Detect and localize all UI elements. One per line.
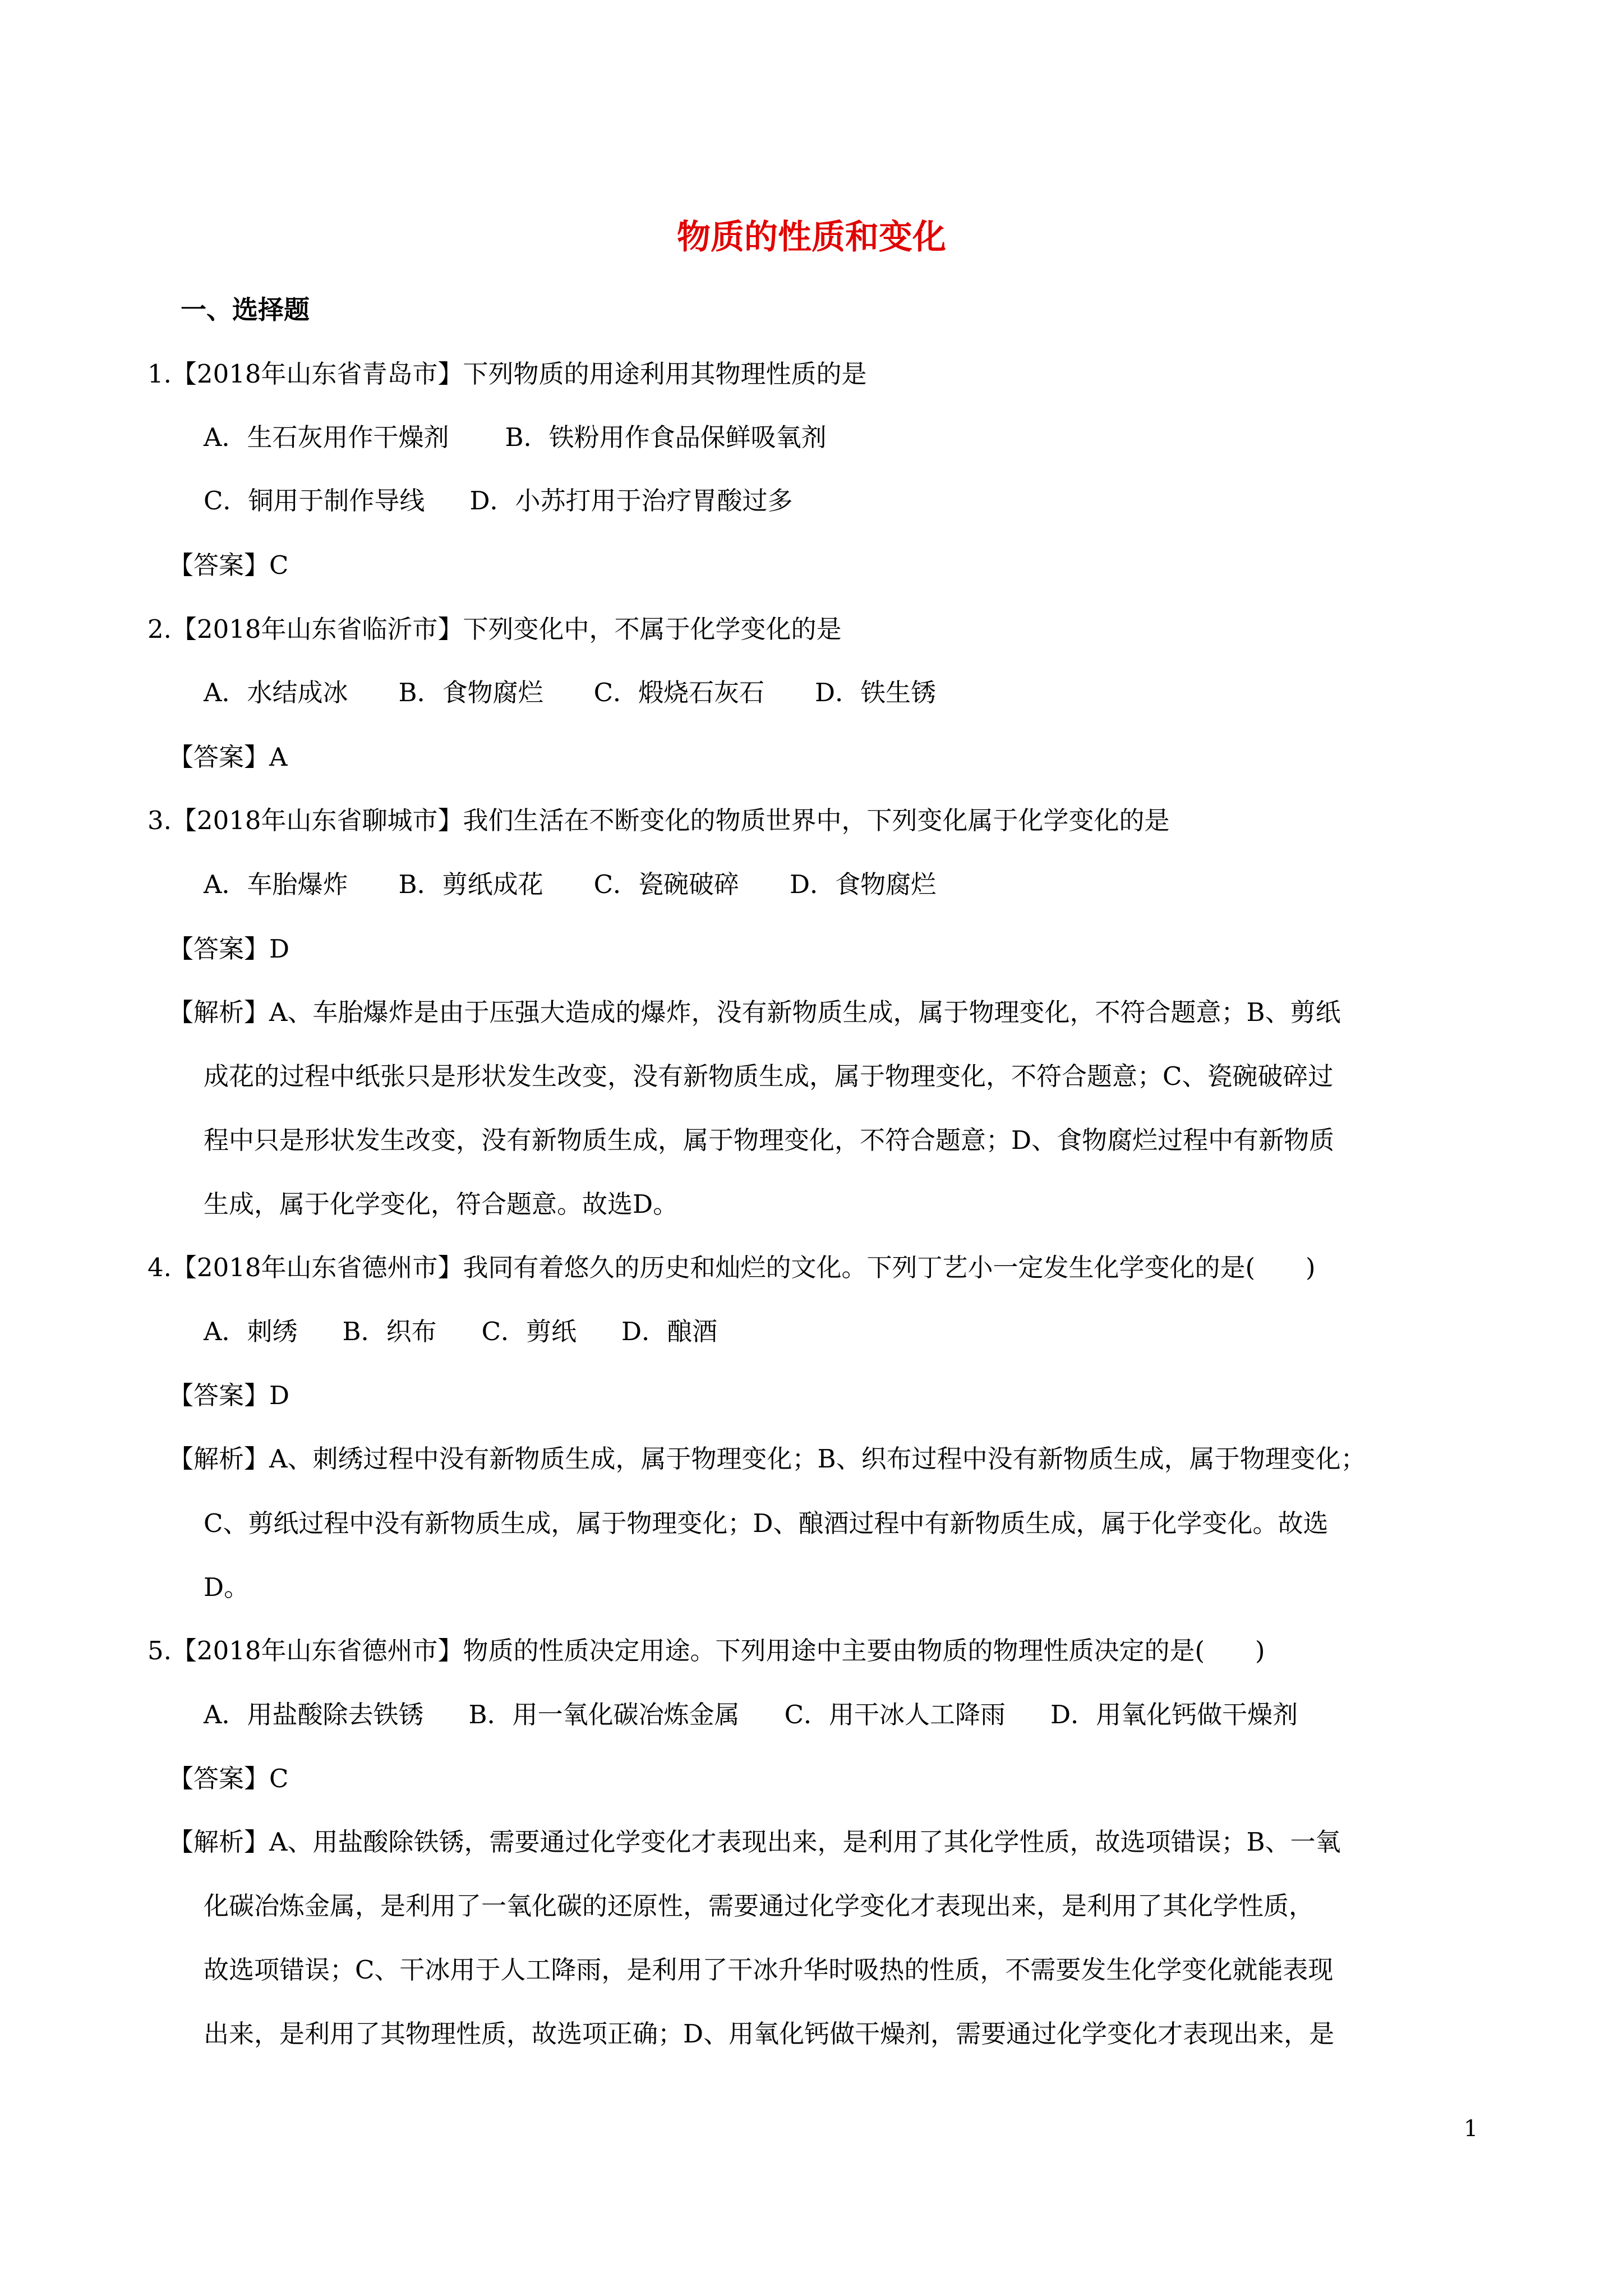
question-4-option-a: A．刺绣 bbox=[204, 1317, 298, 1346]
question-5-answer: 【答案】C bbox=[168, 1764, 289, 1793]
question-5-option-d: D．用氧化钙做干燥剂 bbox=[1050, 1700, 1298, 1729]
question-4-explanation-line-2: C、剪纸过程中没有新物质生成，属于物理变化；D、酿酒过程中有新物质生成，属于化学变化。故选 bbox=[204, 1508, 1329, 1538]
section-heading: 一、选择题 bbox=[181, 295, 310, 325]
question-3-explanation-line-1: 【解析】A、车胎爆炸是由于压强大造成的爆炸，没有新物质生成，属于物理变化，不符合题意；B、剪纸 bbox=[168, 997, 1341, 1027]
page-number: 1 bbox=[1464, 2116, 1478, 2142]
question-3-option-a: A．车胎爆炸 bbox=[204, 869, 348, 899]
question-1-options-row-1 bbox=[204, 421, 827, 454]
question-5-stem: 5.【2018年山东省德州市】物质的性质决定用途。下列用途中主要由物质的物理性质决定的是( ) bbox=[147, 1636, 1265, 1665]
question-2-option-b: B．食物腐烂 bbox=[398, 678, 543, 707]
question-1-option-b: B．铁粉用作食品保鲜吸氧剂 bbox=[505, 422, 827, 452]
question-2-stem: 2.【2018年山东省临沂市】下列变化中，不属于化学变化的是 bbox=[147, 614, 842, 644]
question-5-option-a: A．用盐酸除去铁锈 bbox=[204, 1700, 424, 1729]
question-4-stem: 4.【2018年山东省德州市】我同有着悠久的历史和灿烂的文化。下列丁艺小一定发生化学变化的是( ) bbox=[147, 1253, 1316, 1282]
question-2-option-c: C．煅烧石灰石 bbox=[593, 678, 765, 707]
question-2-option-d: D．铁生锈 bbox=[815, 678, 937, 707]
question-4-explanation-line-3: D。 bbox=[204, 1572, 250, 1602]
question-3-option-d: D．食物腐烂 bbox=[790, 869, 937, 899]
question-3-explanation-line-4: 生成，属于化学变化，符合题意。故选D。 bbox=[204, 1189, 679, 1219]
question-3-option-c: C．瓷碗破碎 bbox=[593, 869, 740, 899]
question-5-explanation-line-1: 【解析】A、用盐酸除铁锈，需要通过化学变化才表现出来，是利用了其化学性质，故选项错误；B、一氧 bbox=[168, 1827, 1341, 1857]
question-1-option-a: A．生石灰用作干燥剂 bbox=[204, 422, 449, 452]
question-4-explanation-line-1: 【解析】A、刺绣过程中没有新物质生成，属于物理变化；B、织布过程中没有新物质生成，属于物理变化； bbox=[168, 1444, 1366, 1474]
question-1-answer: 【答案】C bbox=[168, 550, 289, 580]
question-5-options bbox=[204, 1698, 1298, 1732]
question-4-options bbox=[204, 1315, 717, 1349]
question-1-option-c: C．铜用于制作导线 bbox=[204, 486, 425, 516]
question-4-option-c: C．剪纸 bbox=[481, 1317, 577, 1346]
question-3-explanation-line-3: 程中只是形状发生改变，没有新物质生成，属于物理变化，不符合题意；D、食物腐烂过程中有新物质 bbox=[204, 1125, 1335, 1155]
question-2-options bbox=[204, 676, 936, 710]
question-1-stem: 1.【2018年山东省青岛市】下列物质的用途利用其物理性质的是 bbox=[147, 359, 867, 389]
question-4-answer: 【答案】D bbox=[168, 1381, 290, 1410]
question-4-option-b: B．织布 bbox=[342, 1317, 437, 1346]
question-1-options-row-2 bbox=[204, 484, 793, 518]
question-2-answer: 【答案】A bbox=[168, 742, 288, 772]
question-5-option-b: B．用一氧化碳冶炼金属 bbox=[468, 1700, 740, 1729]
question-2-option-a: A．水结成冰 bbox=[204, 678, 348, 707]
question-5-option-c: C．用干冰人工降雨 bbox=[784, 1700, 1006, 1729]
question-5-explanation-line-4: 出来，是利用了其物理性质，故选项正确；D、用氧化钙做干燥剂，需要通过化学变化才表现出来，是 bbox=[204, 2019, 1335, 2049]
page-title: 物质的性质和变化 bbox=[677, 218, 946, 257]
question-1-option-d: D．小苏打用于治疗胃酸过多 bbox=[469, 486, 793, 516]
question-3-stem: 3.【2018年山东省聊城市】我们生活在不断变化的物质世界中，下列变化属于化学变化的是 bbox=[147, 806, 1170, 835]
question-5-explanation-line-3: 故选项错误；C、干冰用于人工降雨，是利用了干冰升华时吸热的性质，不需要发生化学变化就能表现 bbox=[204, 1955, 1334, 1985]
question-4-option-d: D．酿酒 bbox=[621, 1317, 718, 1346]
question-3-answer: 【答案】D bbox=[168, 934, 290, 964]
question-3-explanation-line-2: 成花的过程中纸张只是形状发生改变，没有新物质生成，属于物理变化，不符合题意；C、瓷碗破碎过 bbox=[204, 1061, 1334, 1091]
question-3-option-b: B．剪纸成花 bbox=[398, 869, 543, 899]
question-5-explanation-line-2: 化碳冶炼金属，是利用了一氧化碳的还原性，需要通过化学变化才表现出来，是利用了其化学性质， bbox=[204, 1891, 1315, 1921]
question-3-options bbox=[204, 868, 936, 901]
